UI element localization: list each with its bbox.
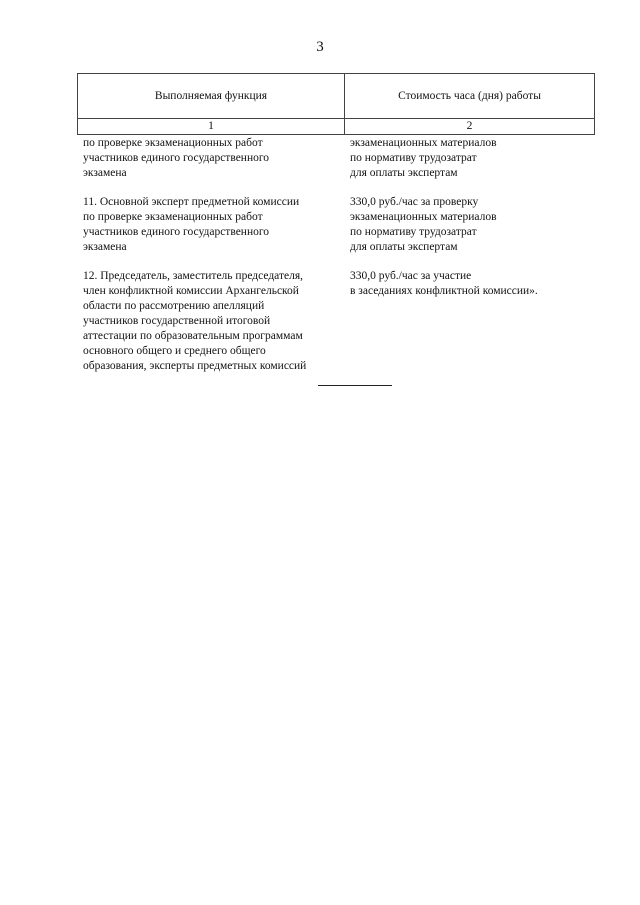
table-row (77, 269, 595, 374)
table-body (77, 136, 595, 374)
function-cell: по проверке экзаменационных работ участников единого государственного экзамена (83, 137, 270, 179)
column-number-row (77, 118, 595, 135)
table-row (77, 136, 595, 181)
cost-cell: 330,0 руб./час за проверку экзаменационных материалов по нормативу трудозатрат для оплаты экспертам (350, 196, 497, 253)
cost-cell: экзаменационных материалов по нормативу трудозатрат для оплаты экспертам (350, 137, 497, 179)
header-cost: Стоимость часа (дня) работы (398, 90, 541, 102)
function-cell: 12. Председатель, заместитель председателя, член конфликтной комиссии Архангельской области по рассмотрению апелляций участников государственной итоговой аттестации по образовательным программам основного общего и среднего общего образования, эксперты предметных комиссий (83, 270, 307, 372)
column-number-1: 1 (78, 119, 345, 134)
header-function: Выполняемая функция (78, 74, 345, 118)
page-number: 3 (316, 39, 324, 55)
function-cell: 11. Основной эксперт предметной комиссии по проверке экзаменационных работ участников единого государственного экзамена (83, 196, 300, 253)
table-row (77, 195, 595, 255)
end-divider (318, 385, 392, 386)
column-number-2: 2 (466, 120, 473, 132)
cost-cell: 330,0 руб./час за участие в заседаниях конфликтной комиссии». (350, 270, 538, 297)
rates-table (77, 73, 595, 388)
table-header-row (77, 73, 595, 118)
